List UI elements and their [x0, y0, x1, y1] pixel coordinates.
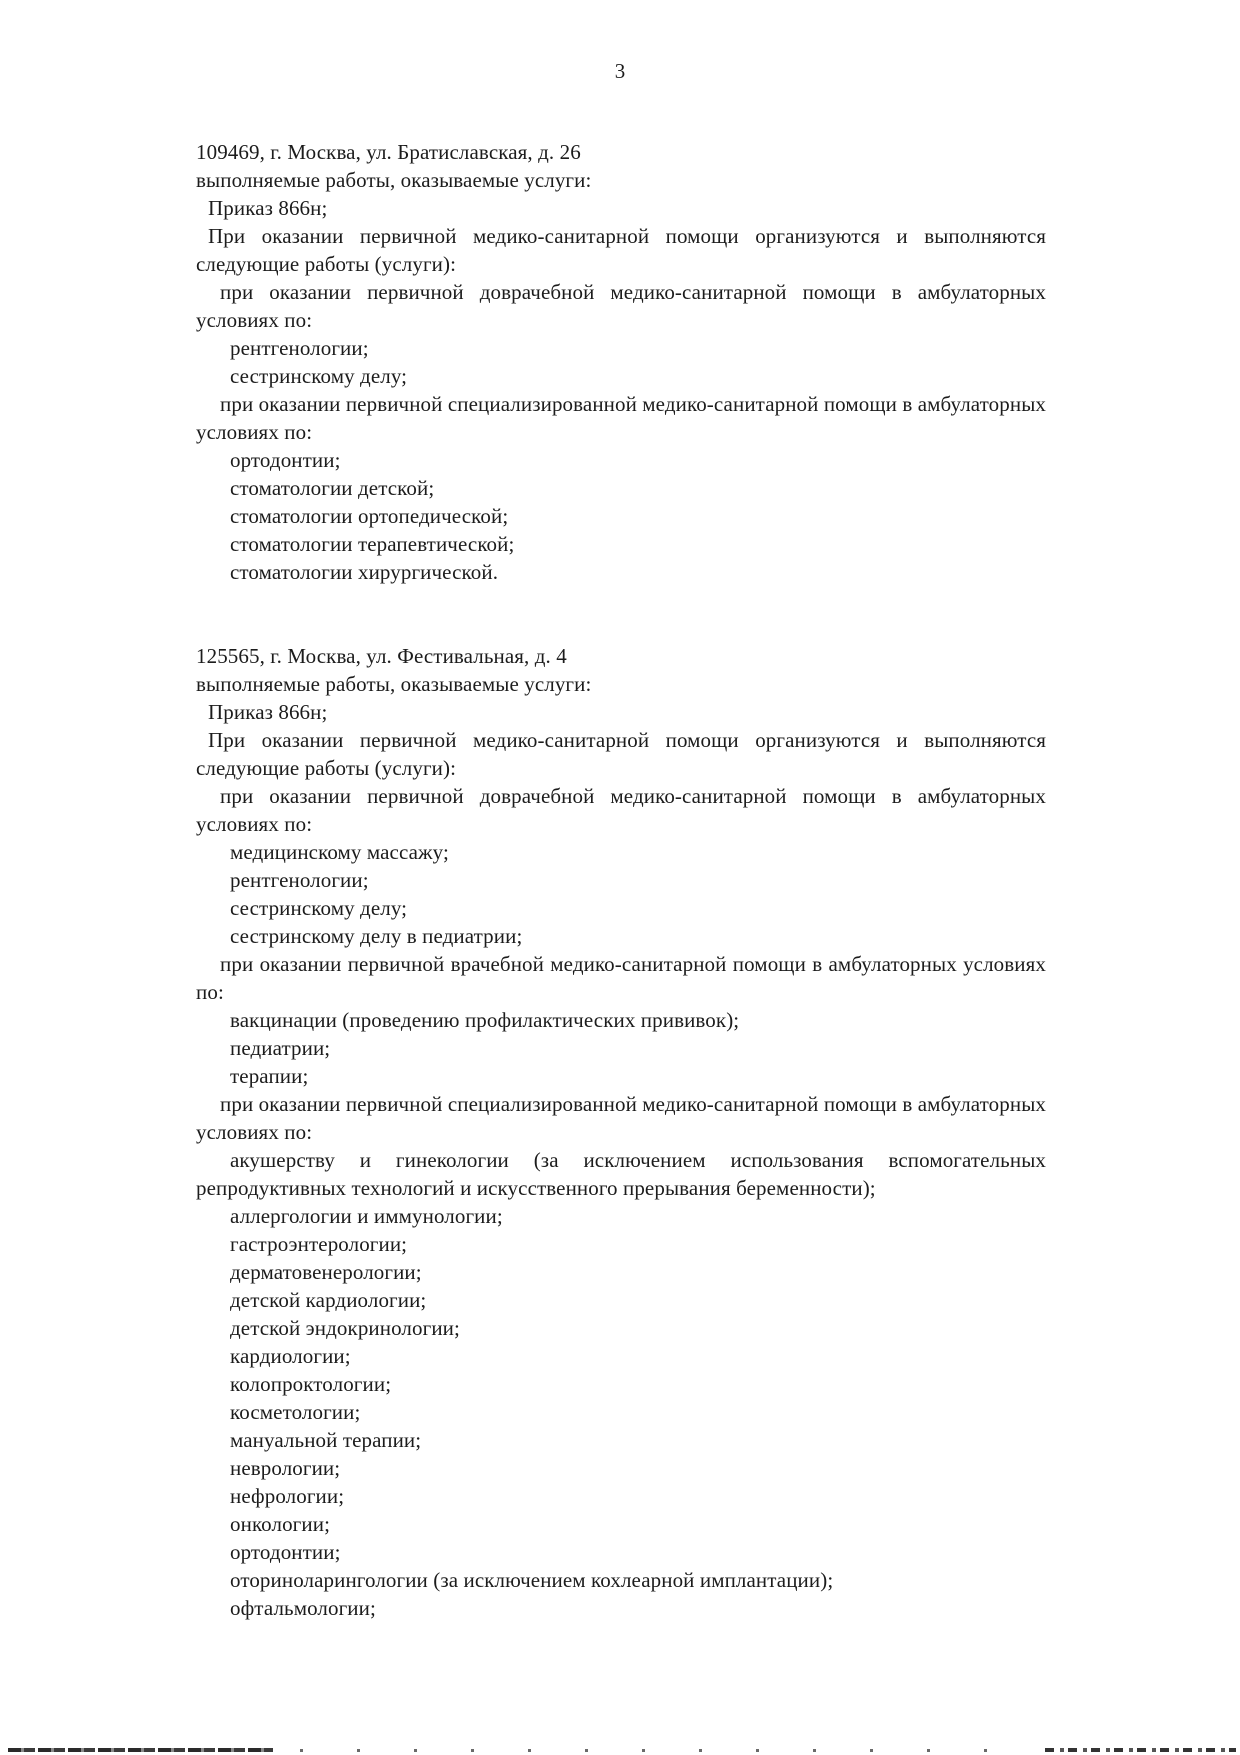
- text-line: медицинскому массажу;: [230, 840, 449, 864]
- text-line: стоматологии хирургической.: [230, 560, 499, 584]
- text-line: При оказании первичной медико-санитарной помощи организуются и выполняются следующие работы (услуги):: [196, 728, 1046, 780]
- text-line: вакцинации (проведению профилактических прививок);: [230, 1008, 740, 1032]
- text-line: сестринскому делу;: [230, 896, 408, 920]
- text-line: детской эндокринологии;: [230, 1316, 460, 1340]
- text-line: ортодонтии;: [230, 1540, 341, 1564]
- text-line: косметологии;: [230, 1400, 361, 1424]
- text-line: кардиологии;: [230, 1344, 351, 1368]
- scan-artifact-line: [0, 1748, 1240, 1753]
- address-section: [196, 138, 1046, 586]
- text-line: неврологии;: [230, 1456, 341, 1480]
- text-line: стоматологии терапевтической;: [230, 532, 515, 556]
- text-line: аллергологии и иммунологии;: [230, 1204, 503, 1228]
- text-line: рентгенологии;: [230, 868, 369, 892]
- scan-artifact-segment-middle: [300, 1749, 1040, 1752]
- text-line: оториноларингологии (за исключением кохлеарной имплантации);: [230, 1568, 834, 1592]
- text-line: 125565, г. Москва, ул. Фестивальная, д. 4: [196, 644, 567, 668]
- address-section: [196, 642, 1046, 1622]
- text-line: педиатрии;: [230, 1036, 331, 1060]
- text-line: При оказании первичной медико-санитарной помощи организуются и выполняются следующие работы (услуги):: [196, 224, 1046, 276]
- text-line: при оказании первичной доврачебной медико-санитарной помощи в амбулаторных условиях по:: [196, 784, 1046, 836]
- text-line: Приказ 866н;: [208, 196, 328, 220]
- text-line: офтальмологии;: [230, 1596, 376, 1620]
- text-line: дерматовенерологии;: [230, 1260, 422, 1284]
- scan-artifact-segment-right: [1045, 1748, 1236, 1752]
- text-line: стоматологии ортопедической;: [230, 504, 509, 528]
- scan-artifact-segment-left: [8, 1748, 273, 1752]
- text-line: сестринскому делу в педиатрии;: [230, 924, 523, 948]
- text-line: при оказании первичной специализированной медико-санитарной помощи в амбулаторных условиях по:: [196, 392, 1046, 444]
- document-content: [196, 138, 1046, 1622]
- text-line: терапии;: [230, 1064, 309, 1088]
- text-line: при оказании первичной доврачебной медико-санитарной помощи в амбулаторных условиях по:: [196, 280, 1046, 332]
- text-line: 109469, г. Москва, ул. Братиславская, д. 26: [196, 140, 581, 164]
- text-line: при оказании первичной врачебной медико-санитарной помощи в амбулаторных условиях по:: [196, 952, 1046, 1004]
- text-line: нефрологии;: [230, 1484, 345, 1508]
- text-line: выполняемые работы, оказываемые услуги:: [196, 168, 592, 192]
- text-line: колопроктологии;: [230, 1372, 392, 1396]
- text-line: акушерству и гинекологии (за исключением использования вспомогательных репродуктивных технологий и искусственного прерывания беременности);: [196, 1148, 1046, 1200]
- page-number: 3: [614, 59, 626, 83]
- text-line: детской кардиологии;: [230, 1288, 427, 1312]
- text-line: стоматологии детской;: [230, 476, 435, 500]
- text-line: ортодонтии;: [230, 448, 341, 472]
- text-line: мануальной терапии;: [230, 1428, 422, 1452]
- text-line: выполняемые работы, оказываемые услуги:: [196, 672, 592, 696]
- text-line: при оказании первичной специализированной медико-санитарной помощи в амбулаторных условиях по:: [196, 1092, 1046, 1144]
- text-line: гастроэнтерологии;: [230, 1232, 408, 1256]
- text-line: Приказ 866н;: [208, 700, 328, 724]
- text-line: сестринскому делу;: [230, 364, 408, 388]
- text-line: рентгенологии;: [230, 336, 369, 360]
- text-line: онкологии;: [230, 1512, 331, 1536]
